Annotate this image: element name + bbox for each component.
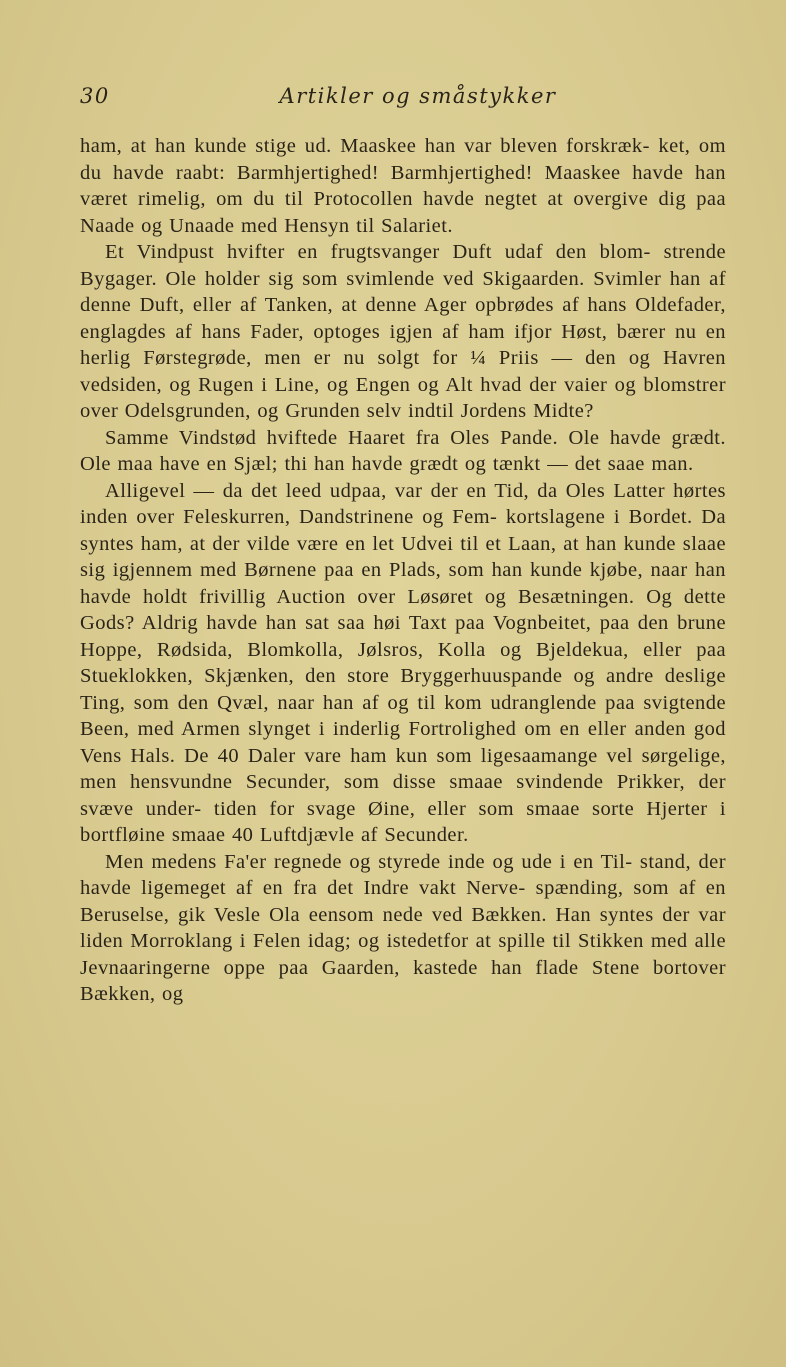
paragraph: ham, at han kunde stige ud. Maaskee han var bleven forskræk- ket, om du havde raabt: Barmhjertighed! Barmhjertighed! Maaskee havde han været rimelig, om du til Protocollen havde negtet at overgive dig paa Naade og Unaade med Hensyn til Salariet. <box>80 135 726 237</box>
page-number: 30 <box>80 84 110 108</box>
paragraph: Alligevel — da det leed udpaa, var der en Tid, da Oles Latter hørtes inden over Feleskurren, Dandstrinene og Fem- kortslagene i Bordet. Da syntes ham, at der vilde være en let Udvei til et Laan, at han kunde slaae sig igjennem med Børnene paa en Plads, som han kunde kjøbe, naar han havde holdt frivillig Auction over Løsøret og Besætningen. Og dette Gods? Aldrig havde han sat saa høi Taxt paa Vognbeitet, paa den brune Hoppe, Rødsida, Blomkolla, Jølsros, Kolla og Bjeldekua, eller paa Stueklokken, Skjænken, den store Bryggerhuuspande og andre deslige Ting, som den Qvæl, naar han af og til kom udranglende paa svigtende Been, med Armen slynget i inderlig Fortrolighed om en eller anden god Vens Hals. De 40 Daler vare ham kun som ligesaamange vel sørgelige, men hensvundne Secunder, som disse smaae svindende Prikker, der svæve under- tiden for svage Øine, eller som smaae sorte Hjerter i bortfløine smaae 40 Luftdjævle af Secunder. <box>80 479 726 846</box>
paragraph: Et Vindpust hvifter en frugtsvanger Duft udaf den blom- strende Bygager. Ole holder sig som svimlende ved Skigaarden. Svimler han af denne Duft, eller af Tanken, at denne Ager opbrødes af hans Oldefader, englagdes af hans Fader, optoges igjen af ham ifjor Høst, bærer nu en herlig Førstegrøde, men er nu solgt for ¼ Priis — den og Havren vedsiden, og Rugen i Line, og Engen og Alt hvad der vaier og blomstrer over Odelsgrunden, og Grunden selv indtil Jordens Midte? <box>80 241 726 422</box>
running-title: Artikler og småstykker <box>279 84 557 108</box>
paragraph: Men medens Fa'er regnede og styrede inde og ude i en Til- stand, der havde ligemeget af en fra det Indre vakt Nerve- spænding, som af en Beruselse, gik Vesle Ola eensom nede ved Bækken. Han syntes der var liden Morroklang i Felen idag; og istedetfor at spille til Stikken med alle Jevnaaringerne oppe paa Gaarden, kastede han flade Stene bortover Bækken, og <box>80 850 726 1005</box>
paragraph: Samme Vindstød hviftede Haaret fra Oles Pande. Ole havde grædt. Ole maa have en Sjæl; thi han havde grædt og tænkt — det saae man. <box>80 426 726 475</box>
body-text <box>80 133 726 1008</box>
running-head <box>80 84 726 114</box>
